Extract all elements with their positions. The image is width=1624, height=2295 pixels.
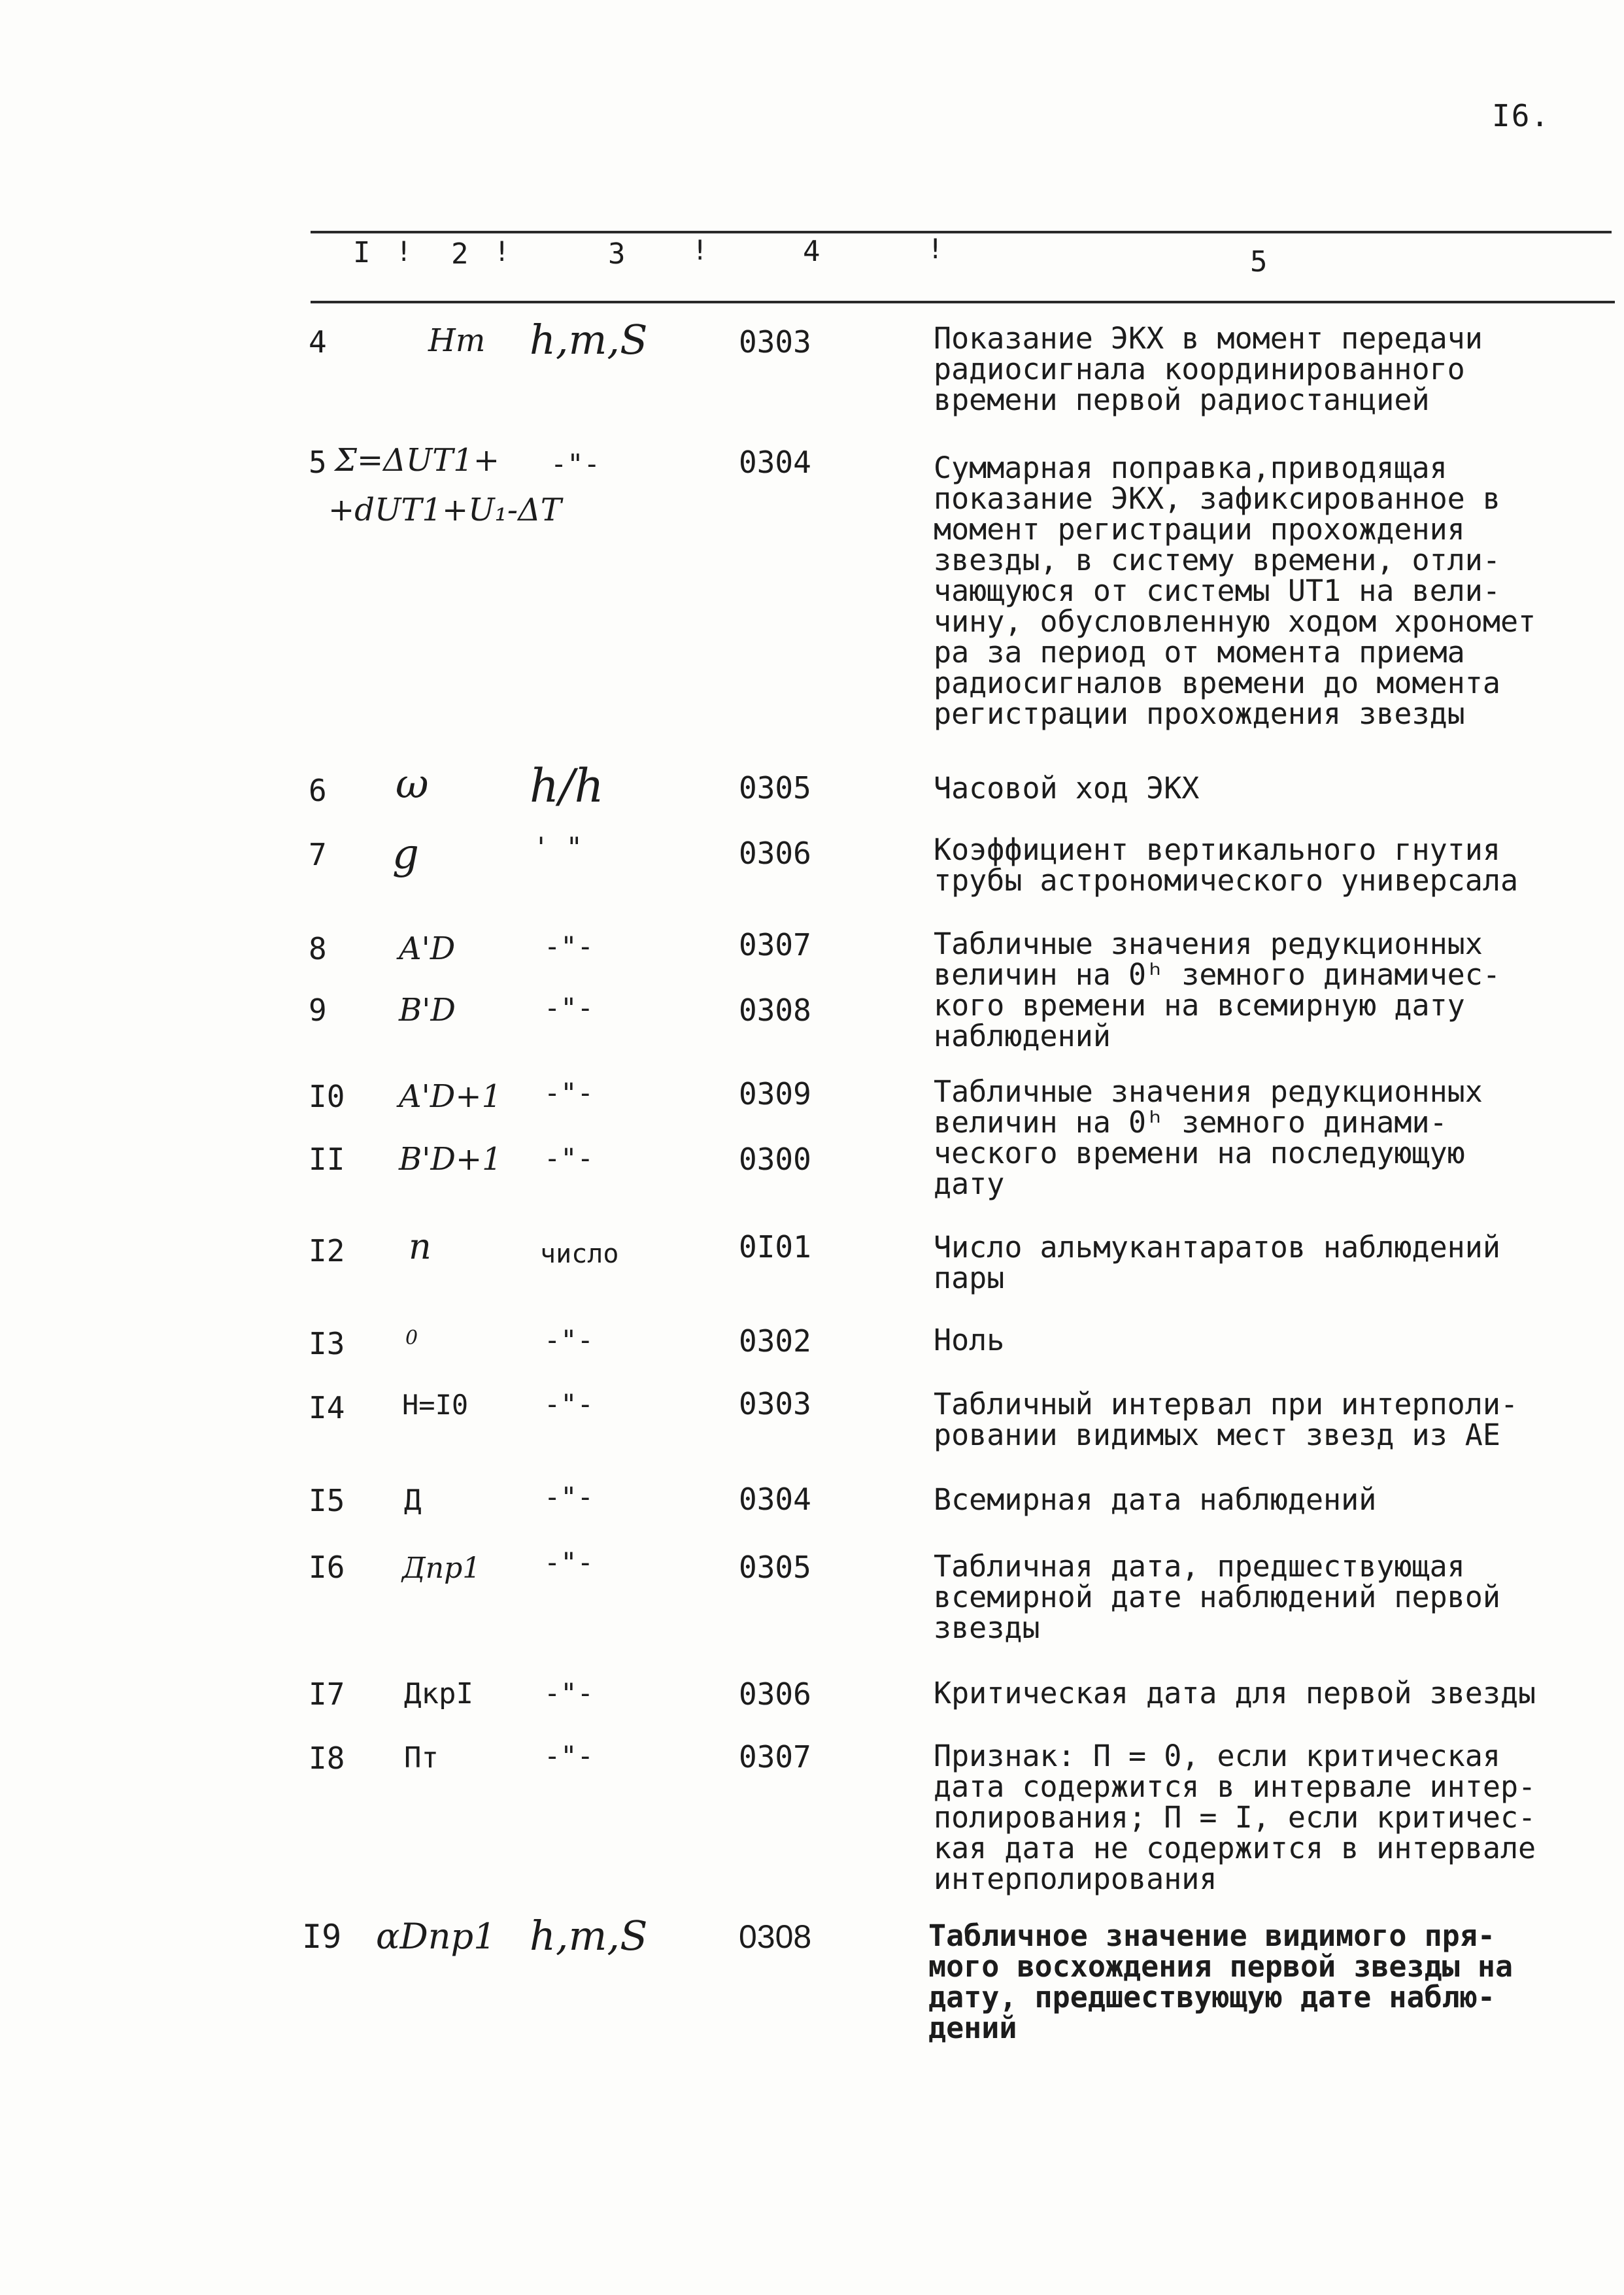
description-line: пары: [934, 1261, 1005, 1295]
description-line: момент регистрации прохождения: [934, 512, 1465, 547]
row-unit: -"-: [544, 1677, 594, 1709]
row-symbol: B'D+1: [399, 1141, 502, 1178]
description-line: Табличная дата, предшествующая: [934, 1549, 1465, 1584]
row-number: 6: [309, 773, 327, 808]
row-code: 0306: [739, 836, 811, 871]
row-description: [934, 1741, 1614, 1894]
description-line: интерполирования: [934, 1862, 1217, 1896]
row-code: 0308: [739, 1918, 812, 1955]
row-symbol: B'D: [399, 992, 456, 1028]
description-line: величин на 0ʰ земного динамичес-: [934, 957, 1500, 992]
row-symbol-formula: [328, 435, 562, 535]
row-code: 0307: [739, 1739, 811, 1775]
row-number: 7: [309, 837, 327, 872]
row-code: 0I01: [739, 1229, 811, 1265]
row-symbol: Н=I0: [402, 1389, 469, 1421]
row-symbol: αDпр1: [376, 1916, 496, 1957]
row-description: [934, 1551, 1614, 1643]
header-col-5: 5: [1250, 245, 1268, 279]
description-line: кая дата не содержится в интервале: [934, 1831, 1536, 1865]
row-number: I8: [309, 1741, 345, 1776]
row-code: 0303: [739, 324, 811, 360]
description-line: полирования; П = I, если критичес-: [934, 1800, 1536, 1835]
row-code: 0309: [739, 1076, 811, 1112]
table-header-top-rule: [311, 231, 1612, 233]
row-number: 4: [309, 324, 327, 360]
row-description: [934, 834, 1614, 896]
row-number: 9: [309, 993, 327, 1028]
header-separator: !: [692, 234, 709, 266]
header-col-2: 2: [451, 237, 469, 271]
row-symbol: Пт: [404, 1741, 439, 1775]
row-unit: h/h: [530, 759, 604, 813]
description-line: звезды, в систему времени, отли-: [934, 543, 1500, 577]
description-line: Табличное значение видимого пря-: [928, 1918, 1495, 1953]
description-line: радиосигналов времени до момента: [934, 666, 1500, 700]
header-separator: !: [396, 235, 413, 267]
description-line: Ноль: [934, 1323, 1005, 1357]
row-number: II: [309, 1142, 345, 1177]
row-description: [934, 1678, 1614, 1708]
row-unit: -"-: [544, 1388, 594, 1420]
row-symbol: A'D: [399, 930, 456, 967]
description-line: дату, предшествующую дате наблю-: [928, 1980, 1495, 2014]
description-line: всемирной дате наблюдений первой: [934, 1580, 1500, 1614]
row-description: [934, 452, 1614, 729]
header-col-1: I: [353, 236, 371, 269]
row-symbol: 0: [405, 1327, 418, 1350]
row-unit: ' ": [533, 831, 583, 863]
row-description: [934, 1484, 1614, 1515]
row-description: [934, 323, 1614, 415]
description-line: Число альмукантаратов наблюдений: [934, 1230, 1500, 1265]
row-description: [934, 1076, 1614, 1199]
description-line: ческого времени на последующую: [934, 1136, 1465, 1170]
description-line: Критическая дата для первой звезды: [934, 1676, 1536, 1710]
row-number: I5: [309, 1483, 345, 1518]
description-line: показание ЭКХ, зафиксированное в: [934, 481, 1500, 516]
row-code: 0304: [739, 445, 811, 480]
row-number: I2: [309, 1233, 345, 1268]
row-symbol: g: [392, 830, 419, 879]
row-unit: число: [540, 1239, 619, 1269]
row-code: 0305: [739, 1550, 811, 1585]
description-line: Показание ЭКХ в момент передачи: [934, 321, 1483, 356]
description-line: Табличный интервал при интерполи-: [934, 1387, 1519, 1421]
row-code: 0304: [739, 1482, 811, 1517]
row-symbol: Дпр1: [402, 1552, 481, 1585]
row-unit: -"-: [544, 1546, 594, 1578]
description-line: ровании видимых мест звезд из АЕ: [934, 1418, 1500, 1452]
header-col-4: 4: [803, 235, 820, 268]
row-unit: -"-: [544, 1142, 594, 1174]
page-number: I6.: [1492, 98, 1551, 133]
description-line: мого восхождения первой звезды на: [928, 1949, 1514, 1984]
row-number: I7: [309, 1676, 345, 1712]
row-number: 5: [309, 445, 327, 480]
description-line: наблюдений: [934, 1019, 1111, 1053]
description-line: Всемирная дата наблюдений: [934, 1482, 1377, 1517]
row-description: [934, 1389, 1614, 1450]
row-code: 0300: [739, 1142, 811, 1177]
row-unit: -"-: [544, 1740, 594, 1772]
row-unit: -"-: [544, 1324, 594, 1356]
description-line: звезды: [934, 1610, 1040, 1645]
row-description: [928, 1920, 1608, 2043]
formula-line: +dUT1+U₁-ΔT: [328, 492, 562, 528]
description-line: дений: [928, 2011, 1017, 2045]
header-separator: !: [494, 235, 511, 267]
row-symbol: ω: [396, 760, 429, 808]
row-code: 0307: [739, 927, 811, 962]
description-line: Суммарная поправка,приводящая: [934, 450, 1447, 485]
row-number: I0: [309, 1079, 345, 1114]
description-line: Признак: П = 0, если критическая: [934, 1739, 1500, 1773]
row-unit: h,m,S: [530, 1912, 648, 1960]
row-code: 0308: [739, 993, 811, 1028]
row-symbol: Д: [404, 1484, 422, 1517]
row-unit: -"-: [550, 448, 600, 480]
description-line: ра за период от момента приема: [934, 635, 1465, 670]
row-unit: -"-: [544, 1077, 594, 1109]
table-header-bottom-rule: [311, 301, 1615, 303]
row-code: 0302: [739, 1323, 811, 1359]
description-line: регистрации прохождения звезды: [934, 696, 1465, 731]
description-line: времени первой радиостанцией: [934, 382, 1430, 417]
row-code: 0306: [739, 1676, 811, 1712]
row-unit: -"-: [544, 1481, 594, 1513]
row-unit: -"-: [544, 992, 594, 1024]
formula-line: Σ=ΔUT1+: [335, 442, 500, 479]
row-symbol: A'D+1: [399, 1078, 502, 1115]
description-line: дата содержится в интервале интер-: [934, 1769, 1536, 1804]
description-line: кого времени на всемирную дату: [934, 988, 1465, 1023]
row-description: [934, 928, 1614, 1051]
description-line: Коэффициент вертикального гнутия: [934, 832, 1500, 867]
description-line: Табличные значения редукционных: [934, 926, 1483, 961]
description-line: чающуюся от системы UT1 на вели-: [934, 573, 1500, 608]
row-number: I9: [302, 1918, 342, 1956]
row-unit: h,m,S: [530, 316, 648, 364]
description-line: трубы астрономического универсала: [934, 863, 1519, 898]
row-description: [934, 1232, 1614, 1293]
header-separator: !: [927, 233, 944, 265]
description-line: Часовой ход ЭКХ: [934, 771, 1200, 806]
description-line: радиосигнала координированного: [934, 352, 1465, 386]
row-number: I4: [309, 1390, 345, 1425]
row-symbol: ДкрI: [404, 1677, 473, 1710]
description-line: чину, обусловленную ходом хрономет: [934, 604, 1536, 639]
description-line: Табличные значения редукционных: [934, 1074, 1483, 1109]
description-line: дату: [934, 1166, 1005, 1201]
row-description: [934, 773, 1614, 804]
row-symbol: n: [409, 1226, 431, 1267]
row-number: I6: [309, 1550, 345, 1585]
row-code: 0303: [739, 1386, 811, 1421]
row-symbol: Нт: [428, 322, 486, 359]
row-number: I3: [309, 1326, 345, 1361]
row-number: 8: [309, 931, 327, 966]
row-description: [934, 1325, 1614, 1355]
row-unit: -"-: [544, 930, 594, 962]
description-line: величин на 0ʰ земного динами-: [934, 1105, 1447, 1140]
header-col-3: 3: [608, 237, 626, 271]
row-code: 0305: [739, 770, 811, 806]
